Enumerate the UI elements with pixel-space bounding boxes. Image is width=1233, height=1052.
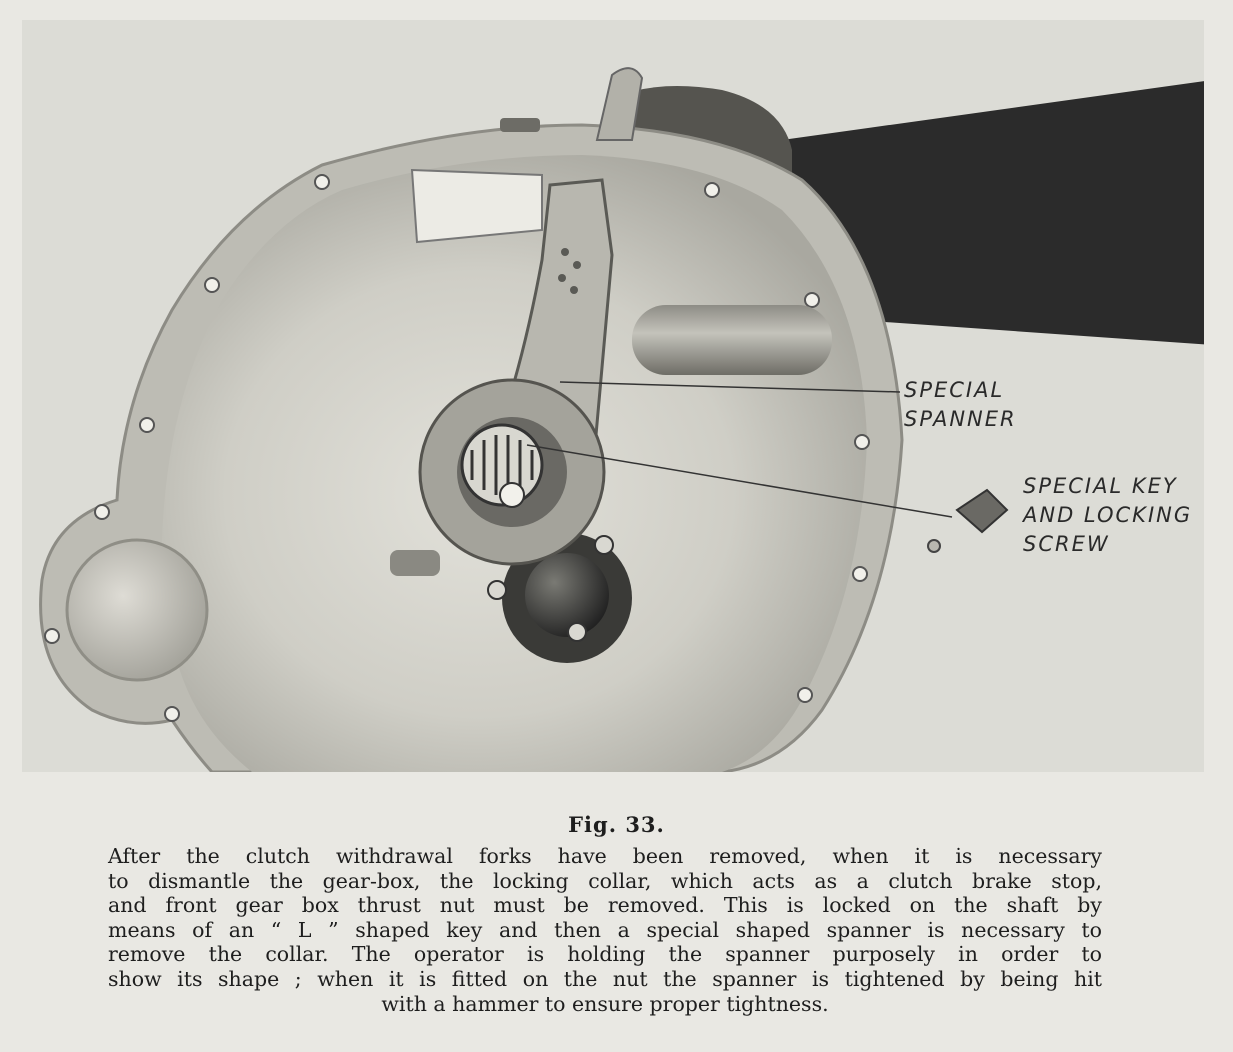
callout-special-key: SPECIAL KEY AND LOCKING SCREW bbox=[1023, 474, 1193, 556]
gearbox-photograph bbox=[22, 20, 1204, 772]
caption-line: means of an “ L ” shaped key and then a special shaped spanner is necessary to bbox=[108, 917, 1102, 942]
caption-line: show its shape ; when it is fitted on the nut the spanner is tightened by being hit bbox=[108, 966, 1102, 991]
shaft-end bbox=[500, 483, 524, 507]
bell-housing-cup bbox=[67, 540, 207, 680]
caption-line: After the clutch withdrawal forks have been removed, when it is necessary bbox=[108, 844, 1102, 868]
drain-boss bbox=[390, 550, 440, 576]
shaft-cylinder bbox=[632, 305, 832, 375]
locking-screw bbox=[928, 540, 940, 552]
filler-plug bbox=[500, 118, 540, 132]
caption-line: and front gear box thrust nut must be removed. This is locked on the shaft by bbox=[108, 893, 1102, 918]
figure-caption bbox=[108, 844, 1102, 1016]
rear-bearing-ball bbox=[525, 553, 609, 637]
callout-special-spanner: SPECIAL SPANNER bbox=[904, 378, 1017, 431]
caption-line: to dismantle the gear-box, the locking collar, which acts as a clutch brake stop, bbox=[108, 868, 1102, 893]
figure-number: Fig. 33. bbox=[568, 812, 665, 837]
caption-line: with a hammer to ensure proper tightness. bbox=[381, 991, 829, 1016]
gearbox-photo-illustration bbox=[22, 20, 1204, 772]
caption-line: remove the collar. The operator is holding the spanner purposely in order to bbox=[108, 942, 1102, 967]
housing-window bbox=[412, 170, 542, 242]
